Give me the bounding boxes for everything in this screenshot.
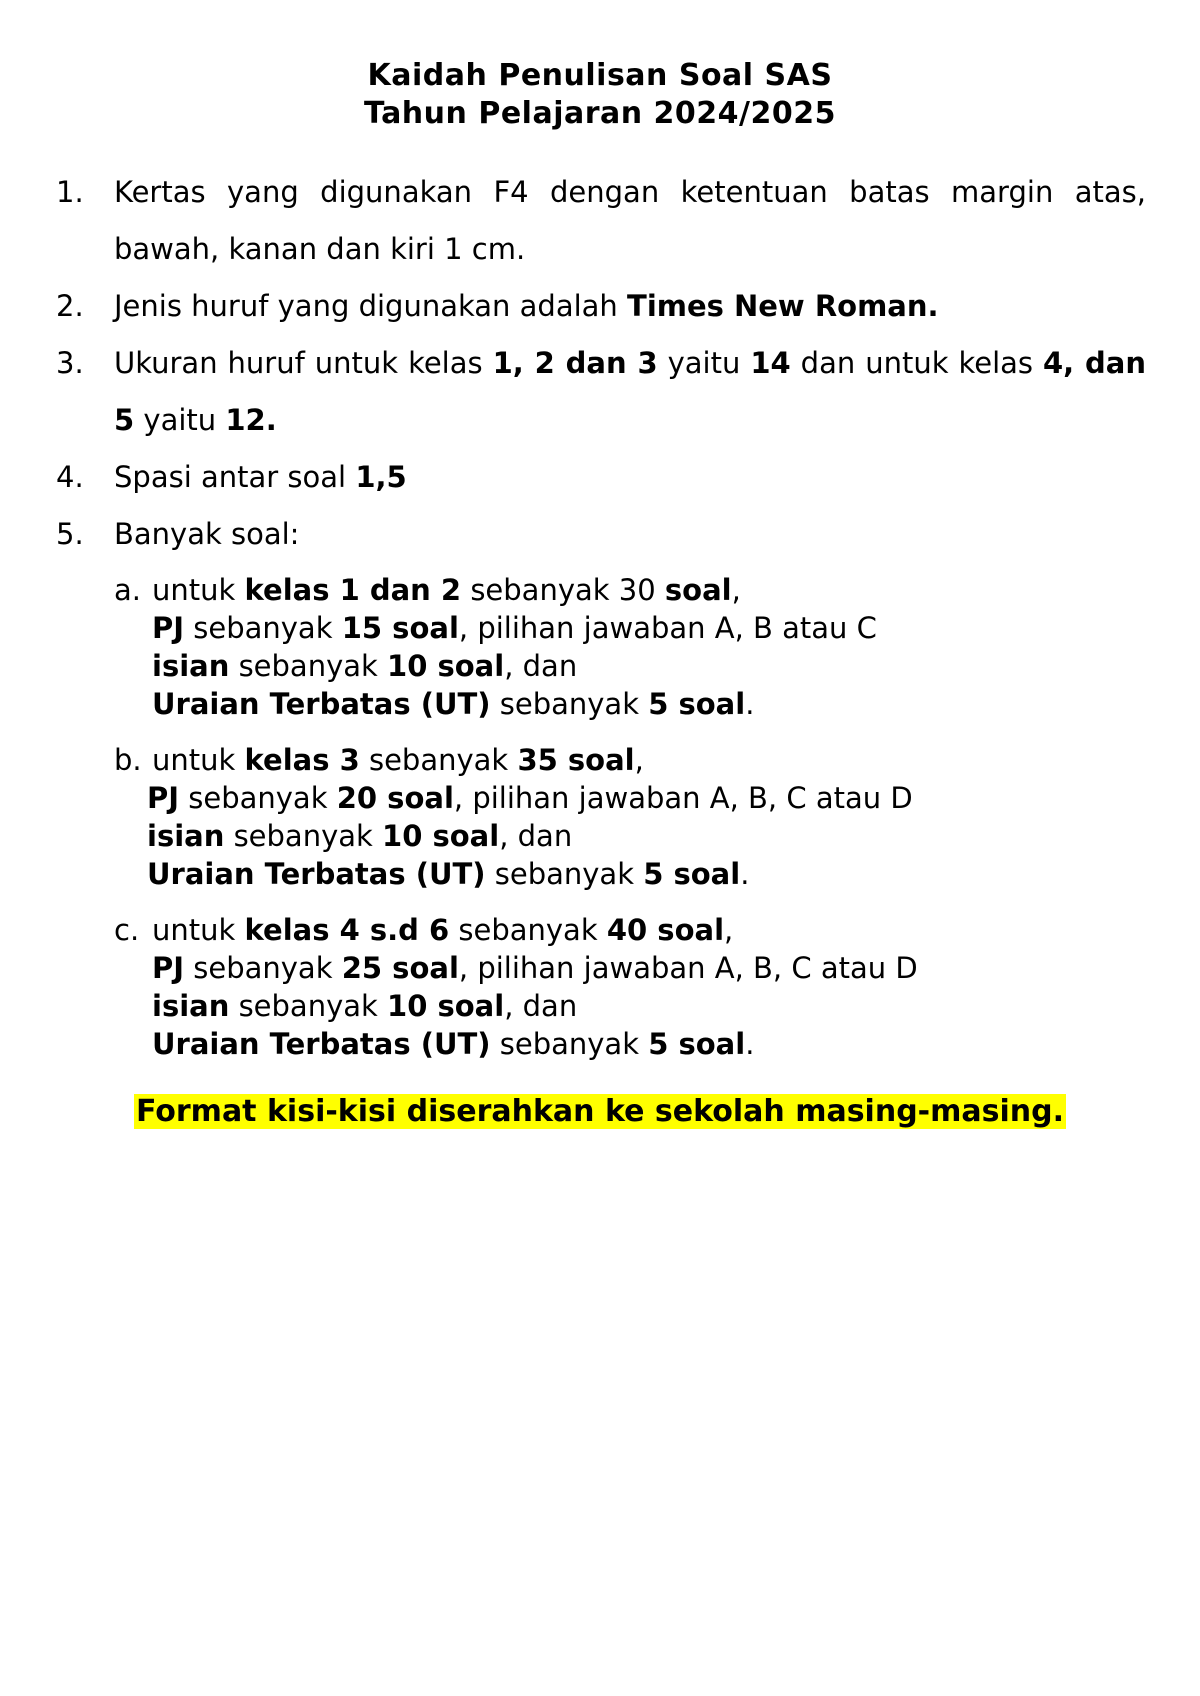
sub-bold: soal	[664, 573, 732, 607]
sub-text: untuk	[152, 913, 245, 947]
sub-text: , pilihan jawaban A, B atau C	[458, 611, 877, 645]
sub-text: ,	[634, 743, 644, 777]
sub-bold: kelas 4 s.d 6	[244, 913, 450, 947]
sub-text: sebanyak	[229, 649, 388, 683]
highlighted-note	[0, 1093, 1200, 1131]
list-number: 4.	[56, 460, 84, 494]
item-text: dan untuk kelas	[790, 346, 1043, 380]
list-number: 2.	[56, 289, 84, 323]
sub-text: .	[745, 687, 755, 721]
sub-item-b	[114, 741, 1146, 893]
item-text: yaitu	[134, 403, 226, 437]
sub-bold: isian	[152, 989, 230, 1023]
sub-text: .	[740, 857, 750, 891]
note-text: Format kisi-kisi diserahkan ke sekolah masing-masing.	[136, 1094, 1064, 1129]
sub-text: untuk	[152, 743, 245, 777]
font-size-value: 14	[750, 346, 791, 380]
sub-text: sebanyak	[179, 781, 337, 815]
font-name: Times New Roman.	[627, 289, 939, 323]
item-text: Jenis huruf yang digunakan adalah	[114, 289, 628, 323]
sub-text: sebanyak	[359, 743, 518, 777]
sub-bold: 5 soal	[648, 687, 746, 721]
sub-line	[147, 779, 1146, 817]
list-item-3	[56, 335, 1146, 449]
list-number: 5.	[56, 517, 84, 551]
sub-text: , pilihan jawaban A, B, C atau D	[458, 951, 918, 985]
sub-line	[152, 949, 1146, 987]
sub-text: sebanyak	[490, 1027, 649, 1061]
sub-bold: 20 soal	[336, 781, 454, 815]
sub-text: sebanyak	[224, 819, 383, 853]
sub-line	[152, 1025, 1146, 1063]
sub-bold: PJ	[147, 781, 180, 815]
sub-bold: isian	[147, 819, 225, 853]
sub-letter: a.	[114, 573, 141, 607]
list-item-4	[56, 449, 1146, 506]
sub-text: untuk	[152, 573, 245, 607]
item-text: Ukuran huruf untuk kelas	[114, 346, 493, 380]
document-title: Kaidah Penulisan Soal SAS	[367, 58, 833, 93]
sub-item-a	[114, 571, 1146, 723]
sub-bold: 25 soal	[341, 951, 459, 985]
sub-text: sebanyak 30	[461, 573, 665, 607]
sub-text: sebanyak	[485, 857, 644, 891]
class-range: 4, dan 5	[114, 346, 1146, 437]
sub-line	[147, 817, 1146, 855]
sub-bold: Uraian Terbatas (UT)	[147, 857, 486, 891]
sub-bold: 5 soal	[643, 857, 741, 891]
document-subtitle: Tahun Pelajaran 2024/2025	[363, 96, 837, 131]
list-number: 1.	[56, 175, 84, 209]
sub-bold: kelas 1 dan 2	[244, 573, 462, 607]
sub-bold: 40 soal	[606, 913, 725, 947]
sub-line	[152, 647, 1146, 685]
sub-text: .	[745, 1027, 755, 1061]
sub-letter: c.	[114, 913, 140, 947]
sub-bold: isian	[152, 649, 230, 683]
sub-line	[152, 609, 1146, 647]
sub-bold: 10 soal	[382, 819, 500, 853]
sub-text: , dan	[499, 819, 573, 853]
sub-text: sebanyak	[490, 687, 649, 721]
sub-text: sebanyak	[229, 989, 388, 1023]
sub-bold: 10 soal	[387, 989, 505, 1023]
class-range: 1, 2 dan 3	[492, 346, 658, 380]
sub-bold: 35 soal	[517, 743, 635, 777]
sub-item-c	[114, 911, 1146, 1063]
sub-line	[152, 741, 1146, 779]
sub-text: , dan	[504, 989, 578, 1023]
item-text: yaitu	[657, 346, 751, 380]
sub-text: , pilihan jawaban A, B, C atau D	[453, 781, 913, 815]
sub-text: ,	[731, 573, 741, 607]
sub-text: sebanyak	[184, 951, 342, 985]
sub-line	[147, 855, 1146, 893]
sub-text: sebanyak	[184, 611, 342, 645]
sub-letter: b.	[114, 743, 142, 777]
sub-line	[152, 571, 1146, 609]
item-text: Banyak soal:	[114, 517, 300, 551]
sub-bold: Uraian Terbatas (UT)	[152, 1027, 491, 1061]
sub-text: ,	[724, 913, 734, 947]
sub-bold: 15 soal	[341, 611, 459, 645]
item-text: Spasi antar soal	[114, 460, 356, 494]
sub-bold: PJ	[152, 951, 185, 985]
spacing-value: 1,5	[355, 460, 407, 494]
sub-bold: kelas 3	[244, 743, 360, 777]
font-size-value: 12.	[225, 403, 277, 437]
rules-list	[56, 164, 1146, 1063]
list-item-2	[56, 278, 1146, 335]
sub-line	[152, 685, 1146, 723]
sub-text: sebanyak	[449, 913, 607, 947]
sub-line	[152, 911, 1146, 949]
sub-bold: 10 soal	[387, 649, 505, 683]
sub-text: , dan	[504, 649, 578, 683]
sub-bold: 5 soal	[648, 1027, 746, 1061]
sub-bold: PJ	[152, 611, 185, 645]
sub-line	[152, 987, 1146, 1025]
item-text: Kertas yang digunakan F4 dengan ketentuan batas margin atas, bawah, kanan dan kiri 1 cm.	[114, 175, 1146, 266]
sub-bold: Uraian Terbatas (UT)	[152, 687, 491, 721]
list-item-5	[56, 506, 1146, 563]
list-number: 3.	[56, 346, 84, 380]
list-item-1	[56, 164, 1146, 278]
